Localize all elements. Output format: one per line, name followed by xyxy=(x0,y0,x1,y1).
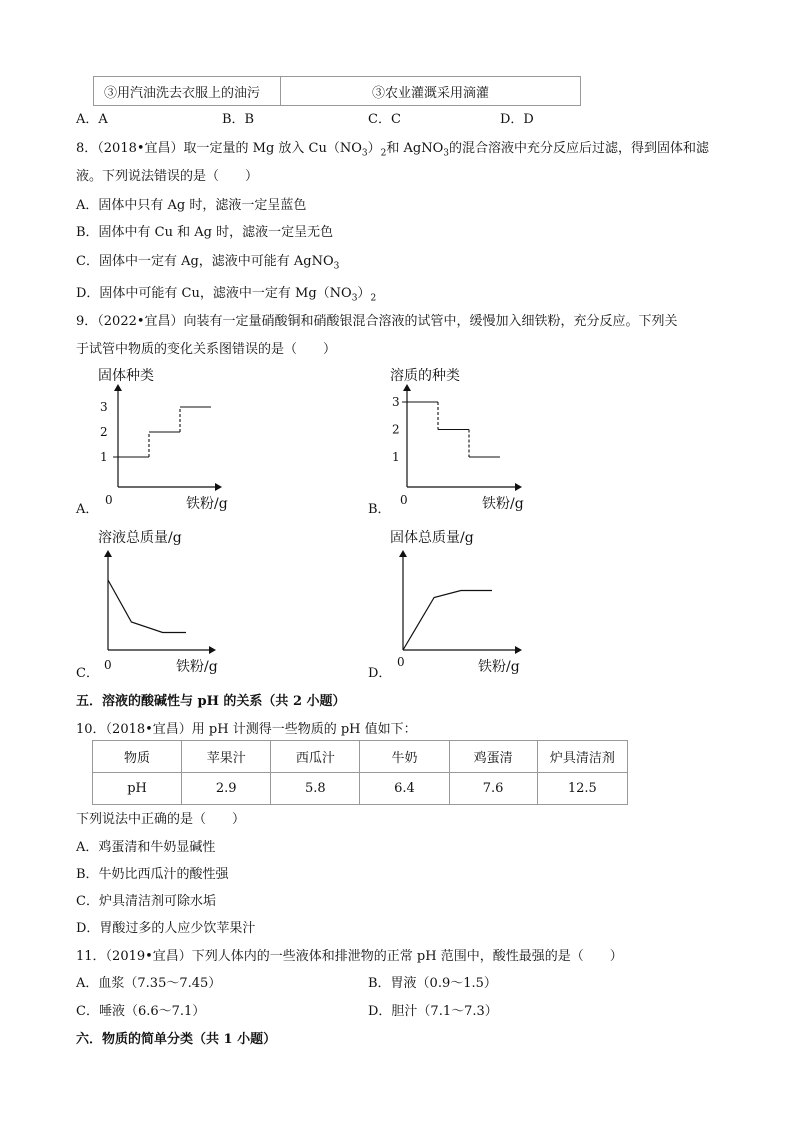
table-cell: 2.9 xyxy=(182,773,271,805)
table-cell: 炉具清洁剂 xyxy=(537,741,627,773)
q8-subscript: 3 xyxy=(361,148,368,159)
q8-subscript: 3 xyxy=(333,261,340,272)
q8-option-c-text: C．固体中一定有 Ag，滤液中可能有 AgNO xyxy=(76,254,334,269)
q8-stem-part: 的混合溶液中充分反应后过滤，得到固体和滤 xyxy=(449,141,710,156)
y-tick-label: 2 xyxy=(100,425,108,439)
origin-label: 0 xyxy=(104,658,112,672)
chart-option-label: D． xyxy=(368,666,392,681)
q8-option-a: A．固体中只有 Ag 时，滤液一定呈蓝色 xyxy=(76,198,307,213)
x-axis-label: 铁粉/g xyxy=(186,496,228,512)
q11-option-d: D．胆汁（7.1～7.3） xyxy=(368,1004,498,1019)
chart-option-label: C． xyxy=(76,666,99,681)
section5-title: 五．溶液的酸碱性与 pH 的关系（共 2 小题） xyxy=(76,694,346,709)
top-table-right-cell: ③农业灌溉采用滴灌 xyxy=(281,77,581,106)
q10-option-a: A．鸡蛋清和牛奶显碱性 xyxy=(76,840,216,855)
q8-option-d-text: ） xyxy=(357,286,371,301)
table-row xyxy=(93,741,628,773)
origin-label: 0 xyxy=(105,493,113,507)
table-cell: pH xyxy=(93,773,182,805)
x-axis-label: 铁粉/g xyxy=(482,496,524,512)
x-axis-arrow xyxy=(515,483,522,491)
q10-option-b: B．牛奶比西瓜汁的酸性强 xyxy=(76,867,229,882)
q8-stem-part: ） xyxy=(367,141,381,156)
q8-option-d-text: D．固体中可能有 Cu，滤液中一定有 Mg（NO xyxy=(76,286,352,301)
x-axis-label: 铁粉/g xyxy=(478,659,520,675)
table-cell: 7.6 xyxy=(449,773,537,805)
y-tick-label: 3 xyxy=(392,395,400,409)
y-axis-label: 固体种类 xyxy=(98,368,154,384)
y-tick-label: 1 xyxy=(392,450,400,464)
table-cell: 12.5 xyxy=(537,773,627,805)
q8-option-b: B．固体中有 Cu 和 Ag 时，滤液一定呈无色 xyxy=(76,225,334,240)
q9-stem-line1: 9．（2022•宜昌）向装有一定量硝酸铜和硝酸银混合溶液的试管中，缓慢加入细铁粉，充分反应。下列关 xyxy=(76,314,678,329)
table-row xyxy=(93,773,628,805)
y-axis-arrow xyxy=(114,384,122,391)
y-axis-label: 固体总质量/g xyxy=(390,530,474,546)
q10-stem: 10．（2018•宜昌）用 pH 计测得一些物质的 pH 值如下： xyxy=(76,722,417,737)
x-axis-arrow xyxy=(515,646,522,654)
y-axis-arrow xyxy=(403,384,411,391)
q10-option-c: C．炉具清洁剂可除水垢 xyxy=(76,894,216,909)
y-axis-arrow xyxy=(399,550,407,557)
y-tick-label: 1 xyxy=(100,450,108,464)
q7-option-a: A．A xyxy=(76,112,108,127)
q8-subscript: 2 xyxy=(380,148,387,159)
q11-option-a: A．血浆（7.35～7.45） xyxy=(76,976,222,991)
y-tick-label: 2 xyxy=(392,422,400,437)
y-axis-label: 溶液总质量/g xyxy=(98,530,182,546)
table-cell: 苹果汁 xyxy=(182,741,271,773)
origin-label: 0 xyxy=(397,655,405,669)
series-line xyxy=(108,580,186,633)
section6-title: 六．物质的简单分类（共 1 小题） xyxy=(76,1032,277,1047)
q11-stem: 11．（2019•宜昌）下列人体内的一些液体和排泄物的正常 pH 范围中，酸性最强的是（ ） xyxy=(76,949,623,964)
q7-option-c: C．C xyxy=(368,112,401,127)
x-axis-arrow xyxy=(209,646,216,654)
q8-stem-line2: 液。下列说法错误的是（ ） xyxy=(76,169,259,184)
y-axis-label: 溶质的种类 xyxy=(390,368,460,384)
q7-option-d: D．D xyxy=(500,112,534,127)
q8-stem-part: 8．（2018•宜昌）取一定量的 Mg 放入 Cu（NO xyxy=(76,141,362,156)
chart-option-label: A． xyxy=(76,502,99,517)
q8-subscript: 3 xyxy=(443,148,450,159)
x-axis-label: 铁粉/g xyxy=(176,659,218,675)
y-axis-arrow xyxy=(104,550,112,557)
ph-table xyxy=(92,740,628,805)
table-cell: 物质 xyxy=(93,741,182,773)
q10-option-d: D．胃酸过多的人应少饮苹果汁 xyxy=(76,921,256,936)
q11-option-c: C．唾液（6.6～7.1） xyxy=(76,1004,206,1019)
table-cell: 西瓜汁 xyxy=(271,741,360,773)
top-table-left-cell: ③用汽油洗去衣服上的油污 xyxy=(94,77,281,106)
q8-stem-part: 和 AgNO xyxy=(386,141,444,156)
series-line xyxy=(403,591,492,651)
q8-subscript: 2 xyxy=(370,293,377,304)
q9-stem-line2: 于试管中物质的变化关系图错误的是（ ） xyxy=(76,342,337,357)
table-cell: 6.4 xyxy=(360,773,449,805)
table-cell: 牛奶 xyxy=(360,741,449,773)
origin-label: 0 xyxy=(400,493,408,507)
q10-question: 下列说法中正确的是（ ） xyxy=(76,812,246,827)
y-tick-label: 3 xyxy=(100,400,108,414)
q11-option-b: B．胃液（0.9～1.5） xyxy=(368,976,497,991)
chart-option-label: B． xyxy=(368,502,391,517)
q8-subscript: 3 xyxy=(351,293,358,304)
table-cell: 5.8 xyxy=(271,773,360,805)
q7-option-b: B．B xyxy=(222,112,255,127)
table-cell: 鸡蛋清 xyxy=(449,741,537,773)
x-axis-arrow xyxy=(215,483,222,491)
